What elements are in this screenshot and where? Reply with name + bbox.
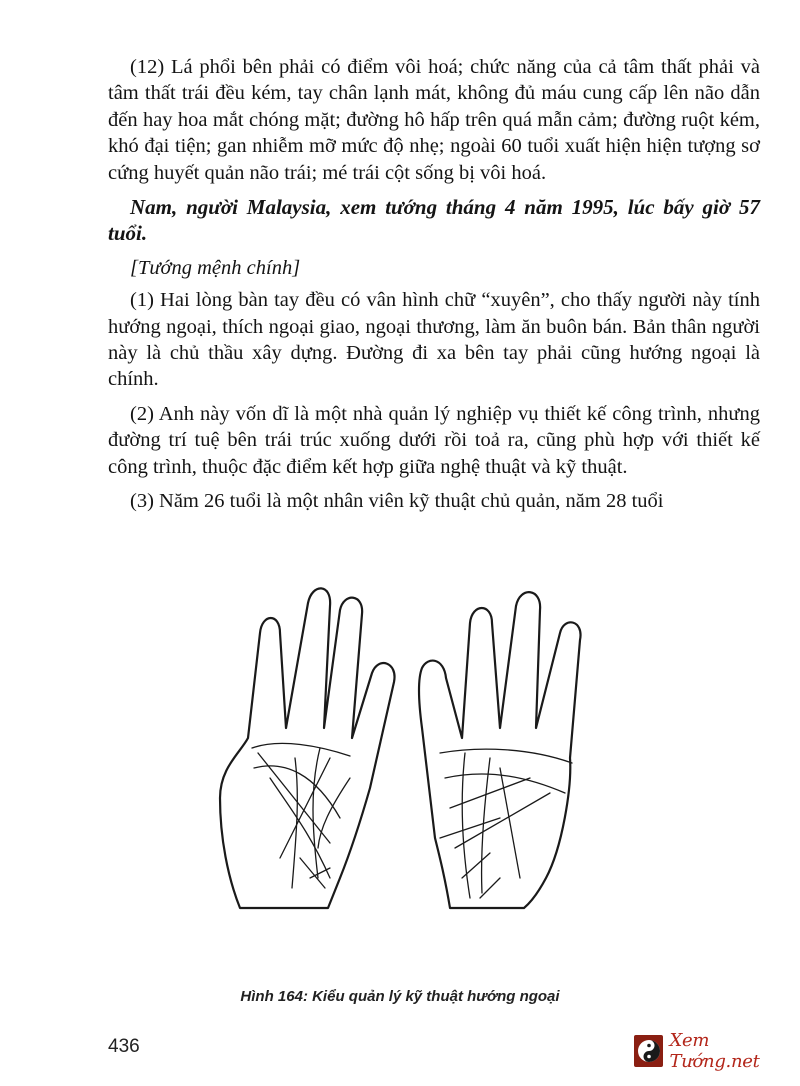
palm-drawing-svg	[200, 578, 600, 968]
right-palm-lines	[440, 749, 572, 898]
case-heading: Nam, người Malaysia, xem tướng tháng 4 năm 1995, lúc bấy giờ 57 tuổi.	[108, 195, 760, 246]
section-label: [Tướng mệnh chính]	[130, 256, 301, 279]
paragraph-1: (1) Hai lòng bàn tay đều có vân hình chữ “xuyên”, cho thấy người này tính hướng ngoại, thích ngoại giao, ngoại thương, làm ăn buôn bán. Bản thân người này là chủ thầu xây dựng. Đường đi xa bên tay phải cũng hướng ngoại là chính.	[108, 289, 760, 391]
paragraph-2: (2) Anh này vốn dĩ là một nhà quản lý nghiệp vụ thiết kế công trình, nhưng đường trí tuệ bên trái trúc xuống dưới rồi toả ra, cũng phù hợp với thiết kế công trình, thuộc đặc điểm kết hợp giữa nghệ thuật và kỹ thuật.	[108, 402, 760, 478]
logo-text: Xem Tướng.net	[669, 1030, 760, 1072]
figure-caption: Hình 164: Kiểu quản lý kỹ thuật hướng ngoại	[240, 988, 560, 1005]
yin-yang-icon	[634, 1035, 663, 1067]
left-hand-outline	[220, 588, 395, 908]
paragraph-12: (12) Lá phổi bên phải có điểm vôi hoá; chức năng của cả tâm thất phải và tâm thất trái đều kém, tay chân lạnh mát, không đủ máu cung cấp lên não dẫn đến hay hoa mắt chóng mặt; đường hô hấp trên quá mẫn cảm; đường ruột kém, khó đại tiện; gan nhiễm mỡ mức độ nhẹ; ngoài 60 tuổi xuất hiện hiện tượng sơ cứng huyết quản não trái; mé trái cột sống bị vôi hoá.	[108, 56, 760, 184]
body-text	[108, 54, 760, 523]
page-number: 436	[108, 1036, 140, 1057]
site-logo[interactable]	[634, 1030, 794, 1072]
left-palm-lines	[252, 743, 350, 888]
palm-illustration	[200, 578, 600, 968]
paragraph-3: (3) Năm 26 tuổi là một nhân viên kỹ thuật chủ quản, năm 28 tuổi	[130, 490, 664, 513]
